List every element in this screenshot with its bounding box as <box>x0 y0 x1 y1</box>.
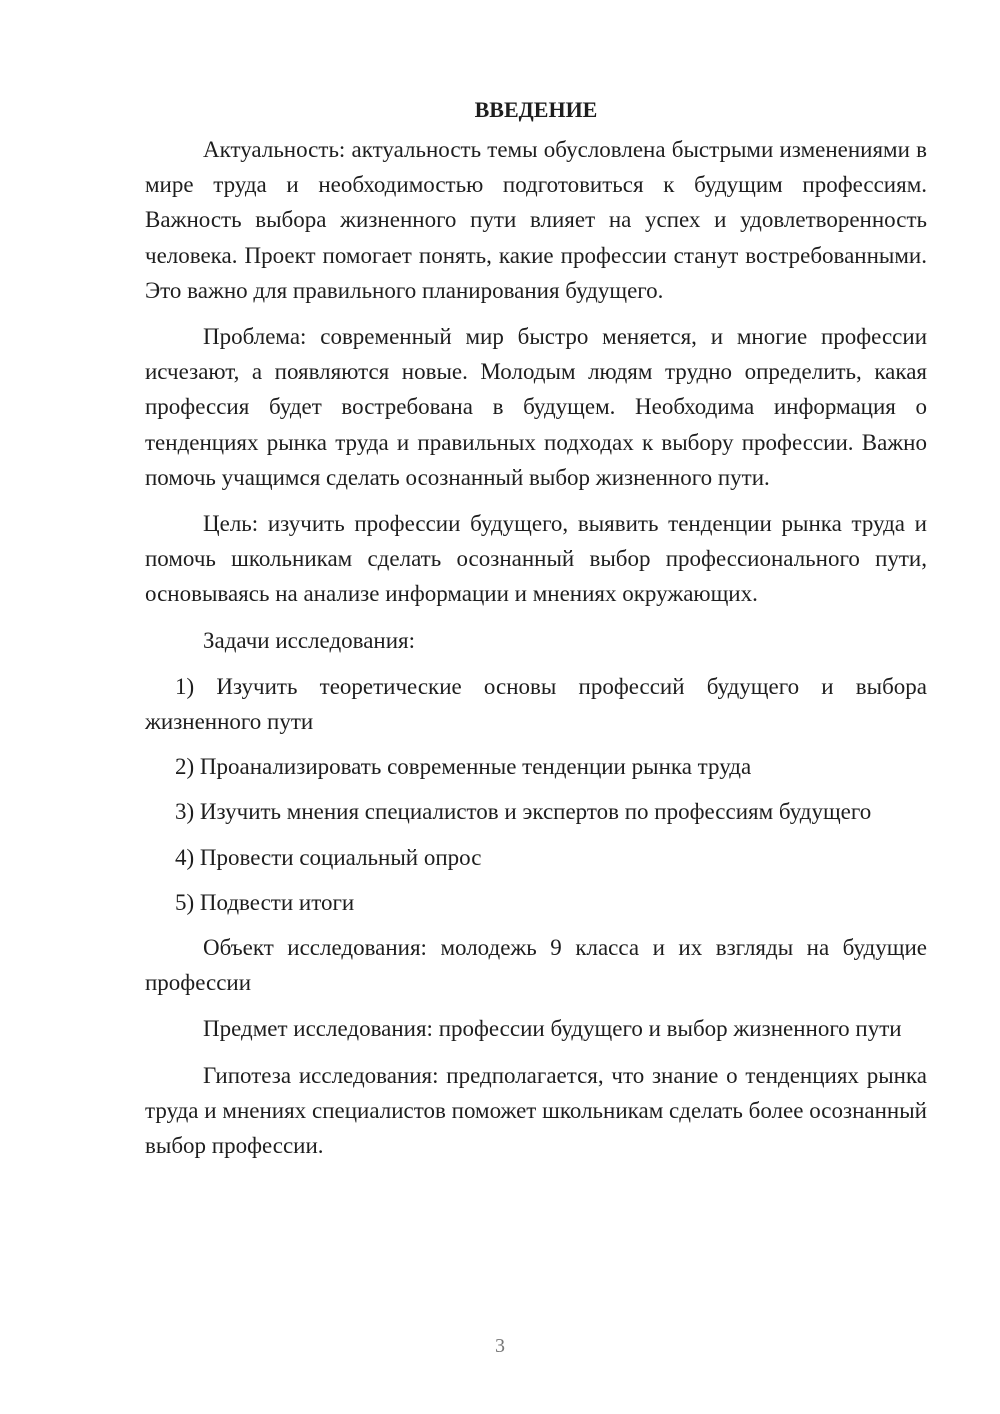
task-item-1: 1) Изучить теоретические основы профессий будущего и выбора жизненного пути <box>145 673 927 735</box>
task-item-4: 4) Провести социальный опрос <box>175 844 482 870</box>
task-item-2: 2) Проанализировать современные тенденции рынка труда <box>175 754 752 780</box>
paragraph-tasks-heading: Задачи исследования: <box>203 627 416 653</box>
section-title: ВВЕДЕНИЕ <box>474 97 598 122</box>
paragraph-hypothesis: Гипотеза исследования: предполагается, что знание о тенденциях рынка труда и мнениях специалистов поможет школьникам сделать более осознанный выбор профессии. <box>145 1062 927 1159</box>
task-item-5: 5) Подвести итоги <box>175 889 355 915</box>
paragraph-relevance: Актуальность: актуальность темы обусловлена быстрыми изменениями в мире труда и необходимостью подготовиться к будущим профессиям. Важность выбора жизненного пути влияет на успех и удовлетворенность человека. Проект помогает понять, какие профессии станут востребованными. Это важно для правильного планирования будущего. <box>145 137 927 303</box>
paragraph-subject: Предмет исследования: профессии будущего и выбор жизненного пути <box>203 1016 902 1042</box>
paragraph-problem: Проблема: современный мир быстро меняется, и многие профессии исчезают, а появляются новые. Молодым людям трудно определить, какая профессия будет востребована в будущем. Необходима информация о тенденциях рынка труда и правильных подходах к выбору профессии. Важно помочь учащимся сделать осознанный выбор жизненного пути. <box>145 324 927 490</box>
page-number: 3 <box>495 1335 505 1357</box>
task-item-3: 3) Изучить мнения специалистов и экспертов по профессиям будущего <box>175 799 872 825</box>
paragraph-object: Объект исследования: молодежь 9 класса и их взгляды на будущие профессии <box>145 935 927 996</box>
document-page <box>145 92 927 1174</box>
paragraph-goal: Цель: изучить профессии будущего, выявить тенденции рынка труда и помочь школьникам сделать осознанный выбор профессионального пути, основываясь на анализе информации и мнениях окружающих. <box>145 511 927 607</box>
